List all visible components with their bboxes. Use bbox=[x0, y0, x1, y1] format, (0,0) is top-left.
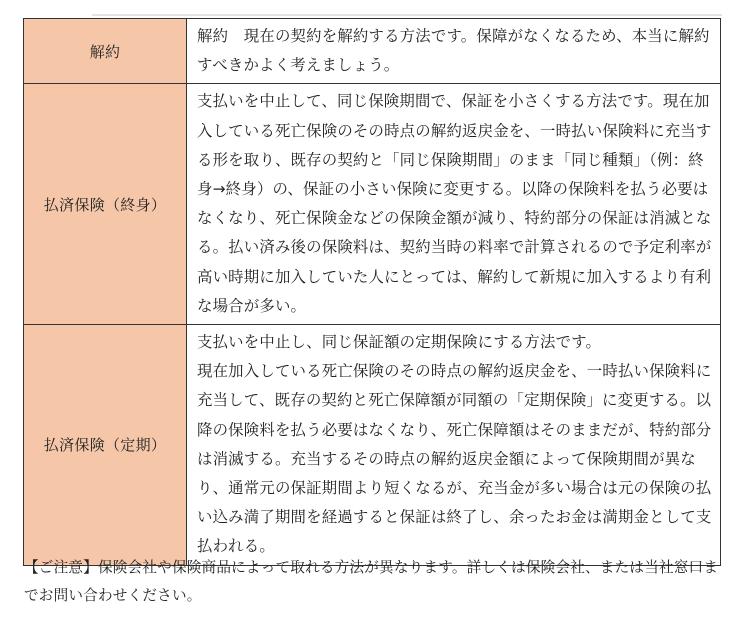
row-content-paidup-whole-life bbox=[187, 84, 721, 325]
row-content-cancellation bbox=[187, 19, 721, 84]
paragraph: 解約 現在の契約を解約する方法です。保障がなくなるため、本当に解約すべきかよく考えましょう。 bbox=[197, 27, 710, 75]
row-label-cancellation: 解約 bbox=[24, 19, 187, 84]
paragraph: 現在加入している死亡保険のその時点の解約返戻金を、一時払い保険料に充当して、既存の契約と死亡保障額が同額の「定期保険」に変更する。以降の保険料を払う必要はなくなり、死亡保障額はそのままだが、特約部分は消滅する。充当するその時点の解約返戻金額によって保険期間が異なり、通常元の保証期間より短くなるが、充当金が多い場合は元の保険の払い込み満了期間を経過すると保証は終了し、余ったお金は満期金として支払われる。 bbox=[197, 362, 712, 556]
row-label-paidup-term: 払済保険（定期） bbox=[24, 325, 187, 566]
row-label-paidup-whole-life: 払済保険（終身） bbox=[24, 84, 187, 325]
caution-note: 【ご注意】保険会社や保険商品によって取れる方法が異なります。詳しくは保険会社、または当社窓口までお問い合わせください。 bbox=[24, 559, 719, 604]
table-row-cancellation bbox=[24, 19, 721, 84]
table-row-paidup-term bbox=[24, 325, 721, 566]
top-divider bbox=[92, 14, 722, 16]
table-row-paidup-whole-life bbox=[24, 84, 721, 325]
row-content-paidup-term bbox=[187, 325, 721, 566]
paragraph: 支払いを中止して、同じ保険期間で、保証を小さくする方法です。現在加入している死亡保険のその時点の解約返戻金を、一時払い保険料に充当する形を取り、既存の契約と「同じ保険期間」のまま「同じ種類」（例：終身→終身）の、保証の小さい保険に変更する。以降の保険料を払う必要はなくなり、死亡保険金などの保険金額が減り、特約部分の保証は消滅となる。払い済み後の保険料は、契約当時の料率で計算されるので予定利率が高い時期に加入していた人にとっては、解約して新規に加入するより有利な場合が多い。 bbox=[197, 92, 712, 315]
insurance-options-table bbox=[23, 18, 721, 566]
paragraph: 支払いを中止し、同じ保証額の定期保険にする方法です。 bbox=[197, 333, 602, 352]
